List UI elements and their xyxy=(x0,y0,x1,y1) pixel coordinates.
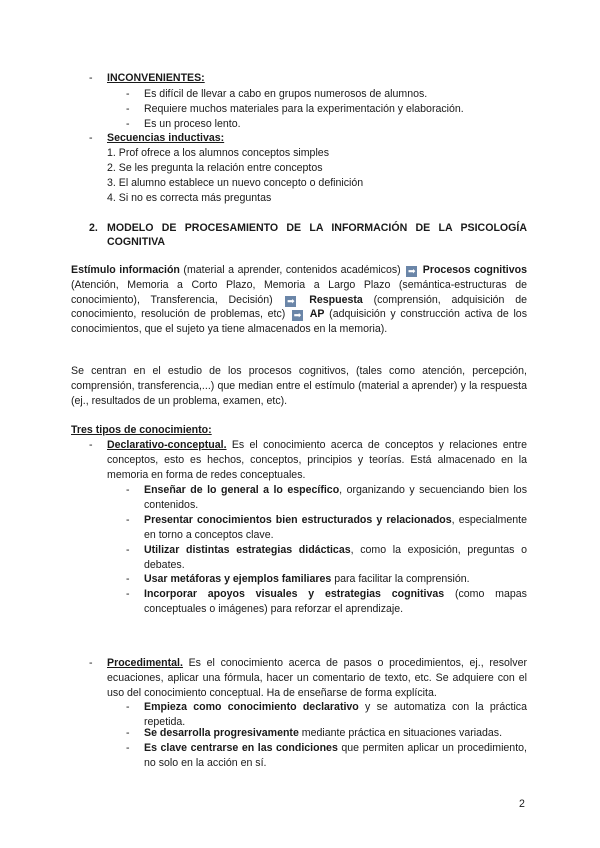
list-dash: - xyxy=(89,657,93,669)
estimulo-text: (material a aprender, contenidos académicos) xyxy=(179,264,405,276)
item-bold: Se desarrolla progresivamente xyxy=(144,727,299,739)
list-item: Requiere muchos materiales para la experimentación y elaboración. xyxy=(144,103,464,115)
item-text: , organizando y secuenciando bien los contenidos. xyxy=(144,484,527,511)
page-number: 2 xyxy=(519,798,525,810)
list-item xyxy=(144,513,527,543)
list-item: 1. Prof ofrece a los alumnos conceptos simples xyxy=(107,147,329,159)
item-text: que permiten aplicar un procedimiento, no solo en la acción en sí. xyxy=(144,742,527,769)
list-dash: - xyxy=(89,72,93,84)
section-number: 2. xyxy=(89,222,98,234)
procedimental-text: Es el conocimiento acerca de pasos o procedimientos, ej., resolver ecuaciones, aplicar una fórmula, hacer un comentario de texto, etc. Se adquiere con el uso del conocimiento conceptual. Ha de enseñarse de forma explícita. xyxy=(107,657,527,699)
list-dash: - xyxy=(126,103,130,115)
list-dash: - xyxy=(126,544,130,556)
arrow-right-icon: ➡ xyxy=(407,266,416,276)
estimulo-label: Estímulo información xyxy=(71,264,180,276)
list-dash: - xyxy=(89,439,93,451)
arrow-right-icon: ➡ xyxy=(287,295,295,306)
list-item xyxy=(144,572,527,587)
list-item xyxy=(144,741,527,771)
list-item: 4. Si no es correcta más preguntas xyxy=(107,192,272,204)
list-item xyxy=(144,543,527,573)
procesos-text: (Atención, Memoria a Corto Plazo, Memoria a Largo Plazo (semántica-estructuras de conocimiento), Transferencia, Decisión) xyxy=(71,278,527,306)
item-text: , especialmente en torno a conceptos clave. xyxy=(144,514,527,541)
item-bold: Enseñar de lo general a lo específico xyxy=(144,484,340,496)
ap-text: (adquisición y construcción activa de los conocimientos, que el sujeto ya tiene almacenados en la memoria). xyxy=(71,308,527,336)
list-dash: - xyxy=(89,132,93,144)
section-title: MODELO DE PROCESAMIENTO DE LA INFORMACIÓN DE LA PSICOLOGÍA xyxy=(107,222,527,234)
centran-paragraph: Se centran en el estudio de los procesos cognitivos, (tales como atención, percepción, comprensión, transferencia,...) que median entre el estímulo (material a aprender) y la respuesta (ej., resultados de un problema, examen, etc). xyxy=(71,365,527,407)
procedimental-paragraph xyxy=(107,656,527,700)
respuesta-text: (comprensión, adquisición de conocimiento, resolución de problemas, etc) xyxy=(71,293,527,321)
item-text: mediante práctica en situaciones variadas. xyxy=(298,727,503,739)
inconvenientes-title: INCONVENIENTES: xyxy=(107,72,205,84)
item-text: (como mapas conceptuales o imágenes) para reforzar el aprendizaje. xyxy=(144,588,527,615)
list-item: Es difícil de llevar a cabo en grupos numerosos de alumnos. xyxy=(144,88,428,100)
list-dash: - xyxy=(126,727,130,739)
item-text: , como la exposición, preguntas o debates. xyxy=(144,544,527,571)
ap-label: AP xyxy=(309,308,325,321)
item-bold: Incorporar apoyos visuales y estrategias cognitivas xyxy=(144,588,445,600)
item-bold: Presentar conocimientos bien estructurados y relacionados xyxy=(144,514,452,526)
list-dash: - xyxy=(126,742,130,754)
list-item xyxy=(144,726,527,741)
section-title-cont: COGNITIVA xyxy=(107,236,166,248)
list-dash: - xyxy=(126,701,130,713)
procedimental-title: Procedimental. xyxy=(107,657,183,669)
flow-paragraph xyxy=(71,263,527,337)
list-item: Es un proceso lento. xyxy=(144,118,241,130)
item-bold: Utilizar distintas estrategias didácticas xyxy=(144,544,351,556)
item-text: para facilitar la comprensión. xyxy=(331,573,470,585)
list-item xyxy=(144,587,527,617)
list-item xyxy=(144,483,527,513)
declarativo-paragraph xyxy=(107,438,527,482)
item-bold: Empieza como conocimiento declarativo xyxy=(144,701,359,713)
arrow-right-icon: ➡ xyxy=(293,310,302,321)
item-text: y se automatiza con la práctica repetida. xyxy=(144,701,527,728)
item-bold: Usar metáforas y ejemplos familiares xyxy=(144,573,332,585)
list-dash: - xyxy=(126,514,130,526)
declarativo-title: Declarativo-conceptual. xyxy=(107,439,227,451)
declarativo-text: Es el conocimiento acerca de conceptos y relaciones entre conceptos, esto es hechos, conceptos, principios y teorías. Está almacenado en la memoria en forma de redes conceptuales. xyxy=(107,439,527,481)
secuencias-title: Secuencias inductivas: xyxy=(107,132,225,144)
list-item: 3. El alumno establece un nuevo concepto o definición xyxy=(107,177,364,189)
list-dash: - xyxy=(126,88,130,100)
respuesta-label: Respuesta xyxy=(309,293,363,306)
item-bold: Es clave centrarse en las condiciones xyxy=(144,742,338,754)
list-dash: - xyxy=(126,484,130,496)
list-item: 2. Se les pregunta la relación entre conceptos xyxy=(107,162,323,174)
tres-tipos-heading: Tres tipos de conocimiento: xyxy=(71,424,212,436)
list-dash: - xyxy=(126,573,130,585)
procesos-label: Procesos cognitivos xyxy=(422,264,527,276)
list-dash: - xyxy=(126,588,130,600)
list-dash: - xyxy=(126,118,130,130)
